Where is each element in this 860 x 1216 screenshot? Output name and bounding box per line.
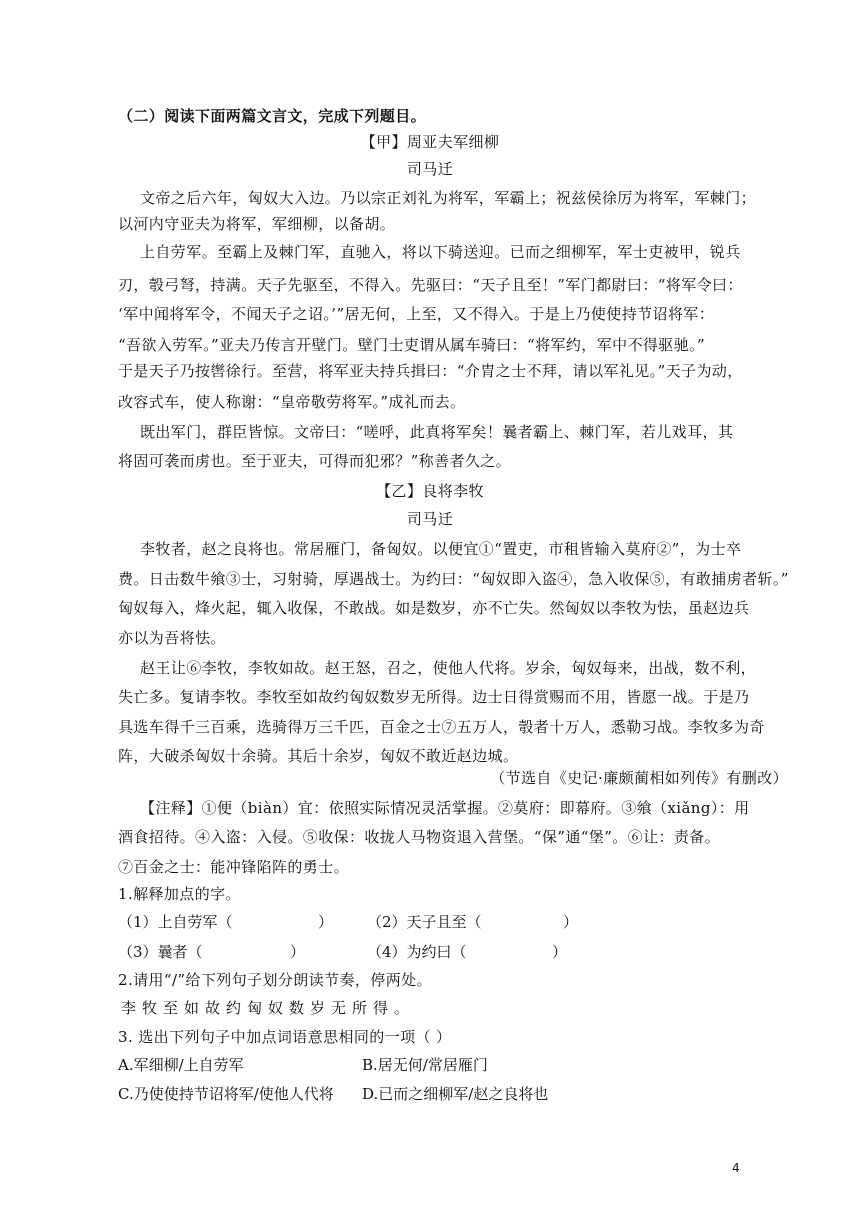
text-a-line: 刃，彀弓弩，持满。天子先驱至，不得入。先驱曰：“天子且至！”军门都尉曰：“将军令曰： bbox=[118, 276, 743, 294]
text-b-line: 费。日击数牛飨③士，习射骑，厚遇战士。为约曰：“匈奴即入盗④，急入收保⑤，有敢捕虏者斩。” bbox=[118, 570, 789, 588]
text-b-line: 赵王让⑥李牧，李牧如故。赵王怒，召之，使他人代将。岁余，匈奴每来，出战，数不利， bbox=[140, 659, 757, 677]
text-a-line: 改容式车，使人称谢：“皇帝敬劳将军。”成礼而去。 bbox=[118, 393, 466, 411]
text-b-title: 【乙】良将李牧 bbox=[376, 482, 484, 500]
q1-item-4-close: ） bbox=[552, 943, 568, 961]
section-heading: （二）阅读下面两篇文言文，完成下列题目。 bbox=[118, 107, 427, 125]
q3-option-d: D.已而之细柳军/赵之良将也 bbox=[362, 1085, 549, 1103]
text-a-title: 【甲】周亚夫军细柳 bbox=[360, 133, 500, 151]
text-a-author: 司马迁 bbox=[406, 160, 454, 178]
text-a-line: ‘军中闻将军令，不闻天子之诏。’”居无何，上至，又不得入。于是上乃使使持节诏将军： bbox=[118, 305, 715, 323]
notes-line: 酒食招待。④入盗：入侵。⑤收保：收拢人马物资退入营堡。“保”通“堡”。⑥让：责备。 bbox=[118, 828, 721, 846]
q1-item-1-close: ） bbox=[318, 913, 334, 931]
text-b-line: 亦以为吾将怯。 bbox=[118, 629, 226, 647]
notes-line: 【注释】①便（biàn）宜：依照实际情况灵活掌握。②莫府：即幕府。③飨（xiǎng）：用 bbox=[140, 799, 750, 817]
text-b-source: （节选自《史记·廉颇蔺相如列传》有删改） bbox=[490, 769, 788, 787]
q1-item-3-close: ） bbox=[290, 943, 306, 961]
text-b-line: 匈奴每入，烽火起，辄入收保，不敢战。如是数岁，亦不亡失。然匈奴以李牧为怯，虽赵边兵 bbox=[118, 599, 750, 617]
text-a-line: 上自劳军。至霸上及棘门军，直驰入，将以下骑送迎。已而之细柳军，军士吏被甲，锐兵 bbox=[140, 243, 741, 261]
q1-prompt: 1.解释加点的字。 bbox=[118, 885, 241, 903]
q2-sentence: 李牧至如故约匈奴数岁无所得。 bbox=[121, 999, 416, 1017]
text-b-line: 具选车得千三百乘，选骑得万三千匹，百金之士⑦五万人，彀者十万人，悉勒习战。李牧多为奇 bbox=[118, 718, 765, 736]
q1-item-3: （3）曩者（ bbox=[118, 943, 203, 961]
q1-item-4: （4）为约曰（ bbox=[367, 943, 467, 961]
text-a-line: 将固可袭而虏也。至于亚夫，可得而犯邪？”称善者久之。 bbox=[118, 452, 512, 470]
text-b-line: 阵，大破杀匈奴十余骑。其后十余岁，匈奴不敢近赵边城。 bbox=[118, 747, 519, 765]
notes-line: ⑦百金之士：能冲锋陷阵的勇士。 bbox=[118, 858, 350, 876]
q1-item-1: （1）上自劳军（ bbox=[118, 913, 233, 931]
text-a-line: “吾欲入劳军。”亚夫乃传言开壁门。壁门士吏谓从属车骑曰：“将军约，军中不得驱驰。” bbox=[118, 336, 706, 354]
q2-prompt: 2.请用“/”给下列句子划分朗读节奏，停两处。 bbox=[118, 971, 432, 989]
q1-item-2: （2）天子且至（ bbox=[367, 913, 482, 931]
text-b-line: 失亡多。复请李牧。李牧至如故约匈奴数岁无所得。边士日得赏赐而不用，皆愿一战。于是乃 bbox=[118, 688, 750, 706]
text-a-line: 以河内守亚夫为将军，军细柳，以备胡。 bbox=[118, 215, 396, 233]
text-b-line: 李牧者，赵之良将也。常居雁门，备匈奴。以便宜①“置吏，市租皆输入莫府②”，为士卒 bbox=[140, 540, 742, 558]
q3-prompt: 3. 选出下列句子中加点词语意思相同的一项（ ） bbox=[118, 1028, 452, 1046]
text-a-line: 于是天子乃按辔徐行。至营，将军亚夫持兵揖曰：“介胄之士不拜，请以军礼见。”天子为动， bbox=[118, 362, 743, 380]
q3-option-c: C.乃使使持节诏将军/使他人代将 bbox=[118, 1085, 334, 1103]
text-a-line: 文帝之后六年，匈奴大入边。乃以宗正刘礼为将军，军霸上；祝兹侯徐厉为将军，军棘门； bbox=[140, 189, 757, 207]
text-b-author: 司马迁 bbox=[406, 510, 454, 528]
text-a-line: 既出军门，群臣皆惊。文帝曰：“嗟呼，此真将军矣！曩者霸上、棘门军，若儿戏耳，其 bbox=[140, 423, 734, 441]
q3-option-b: B.居无何/常居雁门 bbox=[362, 1056, 488, 1074]
page-number: 4 bbox=[732, 1161, 740, 1175]
q1-item-2-close: ） bbox=[563, 913, 579, 931]
q3-option-a: A.军细柳/上自劳军 bbox=[118, 1056, 244, 1074]
